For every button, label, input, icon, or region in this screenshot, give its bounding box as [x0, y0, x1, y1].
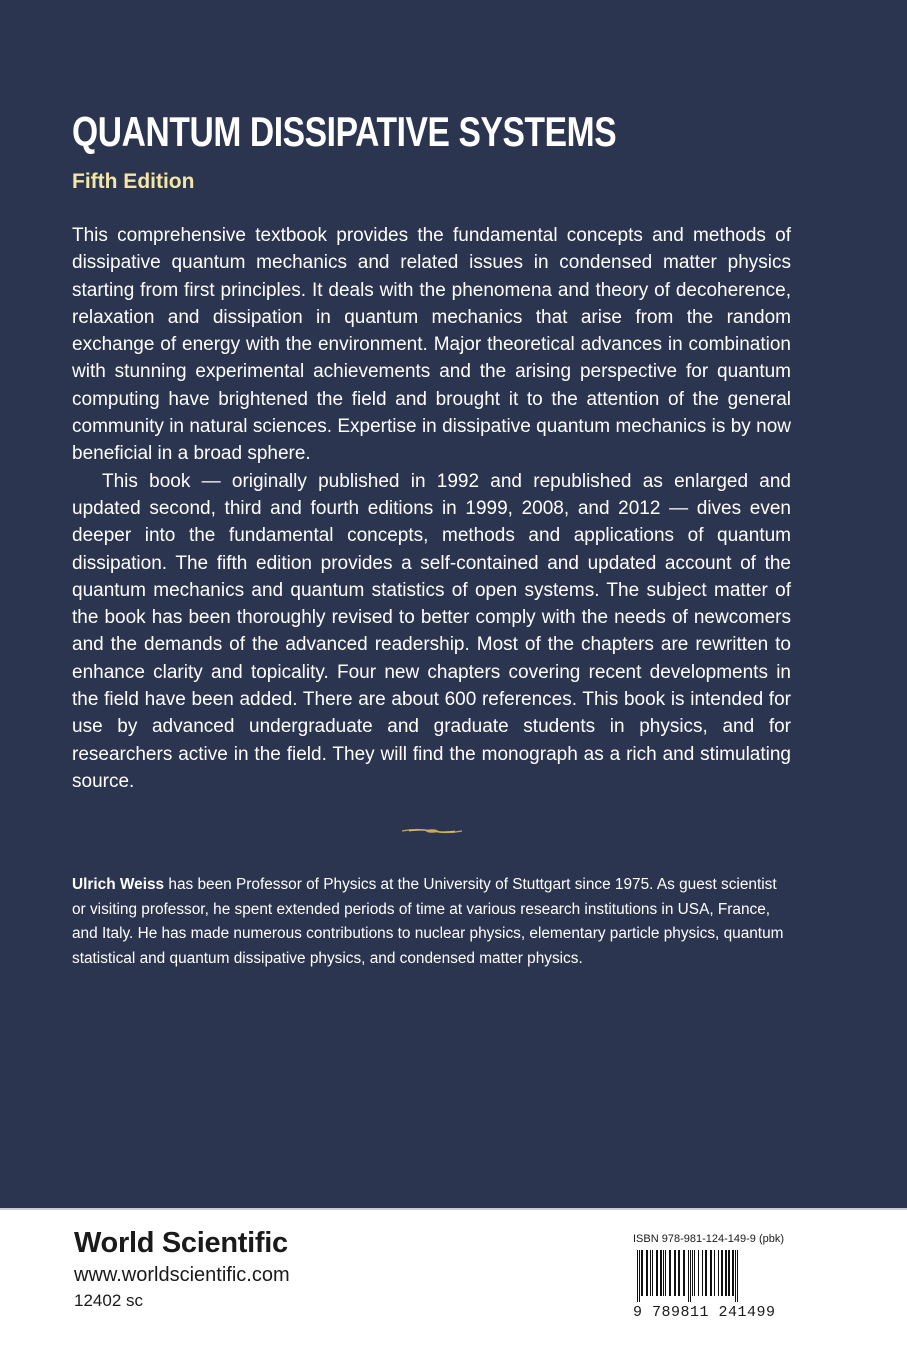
- publisher-website: www.worldscientific.com: [74, 1264, 290, 1286]
- book-description: [72, 222, 791, 795]
- isbn-label: ISBN 978-981-124-149-9 (pbk): [633, 1233, 785, 1245]
- edition-label: Fifth Edition: [72, 170, 195, 193]
- product-code: 12402 sc: [74, 1291, 143, 1310]
- book-title: QUANTUM DISSIPATIVE SYSTEMS: [72, 108, 617, 155]
- barcode-digits: 9 789811 241499: [633, 1304, 776, 1321]
- author-bio: [72, 873, 792, 971]
- author-bio-text: has been Professor of Physics at the University of Stuttgart since 1975. As guest scientist or visiting professor, he spent extended periods of time at various research institutions in USA, France, and Italy. He has made numerous contributions to nuclear physics, elementary particle physics, quantum statistical and quantum dissipative physics, and condensed matter physics.: [72, 876, 784, 967]
- description-paragraph-1: This comprehensive textbook provides the fundamental concepts and methods of dissipative quantum mechanics and related issues in condensed matter physics starting from first principles. It deals with the phenomena and theory of decoherence, relaxation and dissipation in quantum mechanics that arise from the random exchange of energy with the environment. Major theoretical advances in combination with stunning experimental achievements and the arising perspective for quantum computing have brightened the field and brought it to the attention of the general community in natural sciences. Expertise in dissipative quantum mechanics is by now beneficial in a broad sphere.: [72, 225, 791, 465]
- ornament-divider-icon: [401, 826, 463, 836]
- author-name: Ulrich Weiss: [72, 876, 165, 893]
- description-paragraph-2: This book — originally published in 1992 and republished as enlarged and updated second, third and fourth editions in 1999, 2008, and 2012 — dives even deeper into the fundamental concepts, methods and applications of quantum dissipation. The fifth edition provides a self-contained and updated account of the quantum mechanics and quantum statistics of open systems. The subject matter of the book has been thoroughly revised to better comply with the needs of newcomers and the demands of the advanced readership. Most of the chapters are rewritten to enhance clarity and topicality. Four new chapters covering recent developments in the field have been added. There are about 600 references. This book is intended for use by advanced undergraduate and graduate students in physics, and for researchers active in the field. They will find the monograph as a rich and stimulating source.: [72, 470, 791, 792]
- publisher-name: World Scientific: [74, 1227, 288, 1259]
- barcode-icon: [633, 1250, 791, 1302]
